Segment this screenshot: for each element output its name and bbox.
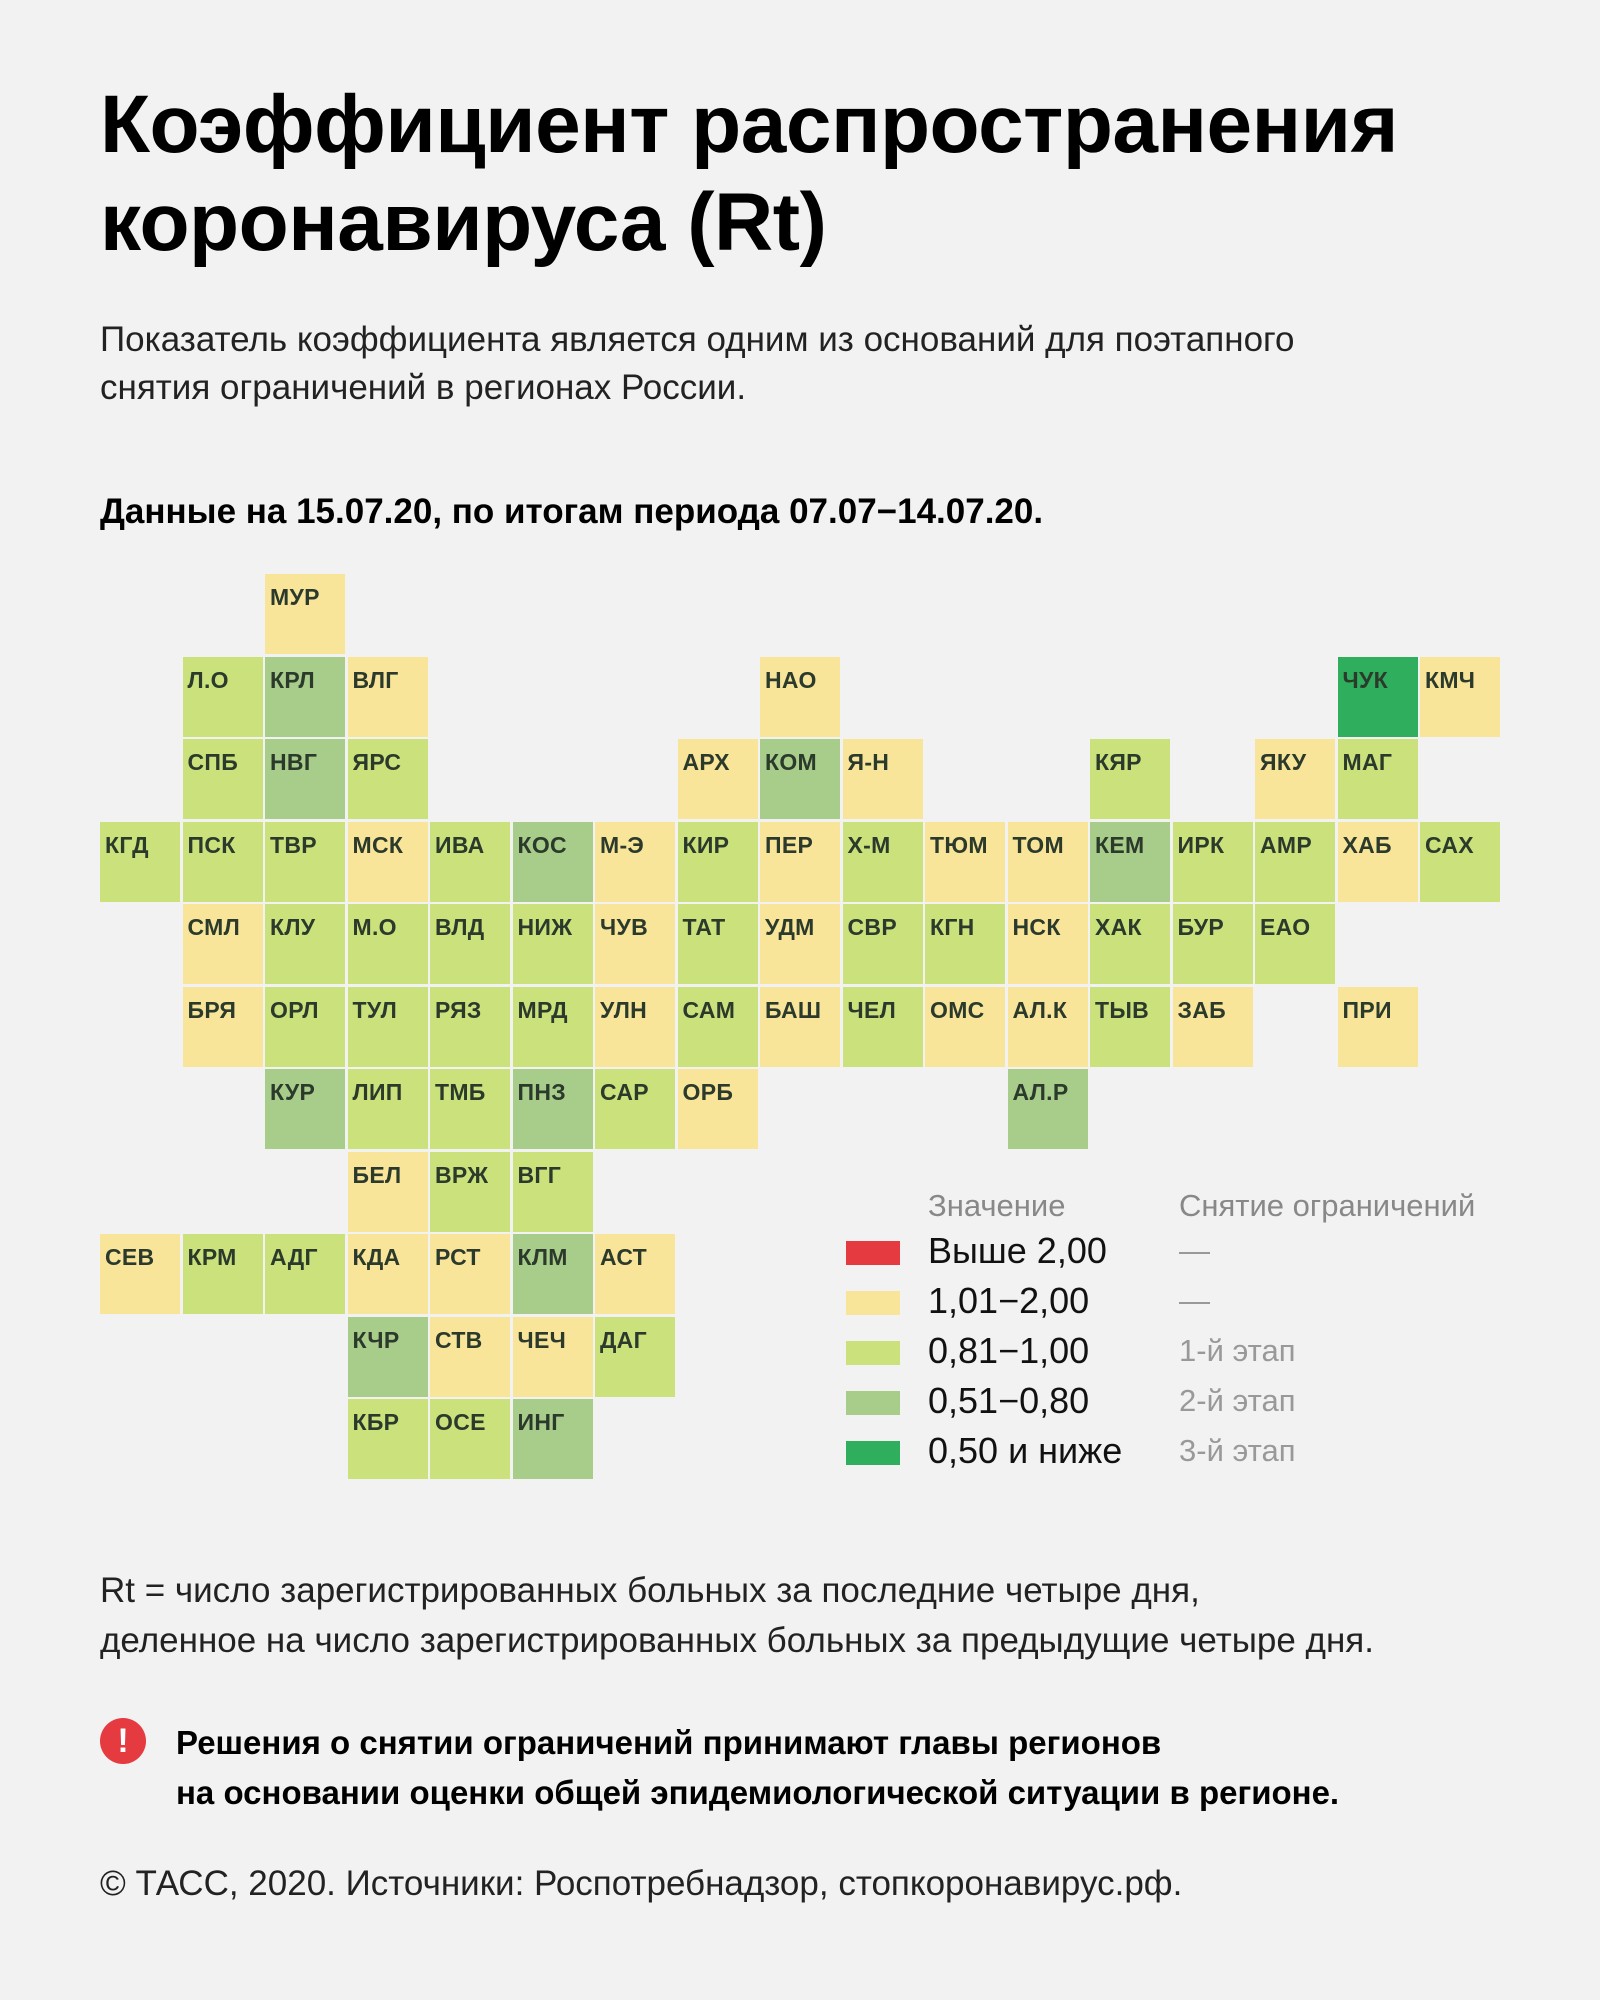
region-tile bbox=[430, 1069, 510, 1149]
region-code: Х-М bbox=[847, 831, 891, 858]
region-code: НСК bbox=[1012, 914, 1061, 940]
region-tile bbox=[348, 1317, 428, 1397]
region-tile bbox=[1255, 904, 1335, 984]
region-code: ЧУК bbox=[1342, 666, 1388, 693]
region-tile bbox=[513, 1399, 593, 1479]
region-tile bbox=[925, 822, 1005, 902]
region-code: МАГ bbox=[1342, 749, 1393, 775]
formula-line-1: Rt = число зарегистрированных больных за последние четыре дня, bbox=[100, 1571, 1200, 1610]
region-tile bbox=[265, 1069, 345, 1149]
legend-value: 0,50 и ниже bbox=[928, 1430, 1123, 1471]
region-code: ОСЕ bbox=[435, 1409, 486, 1435]
region-code: РСТ bbox=[435, 1244, 481, 1270]
legend-swatch bbox=[846, 1241, 900, 1265]
region-tile bbox=[183, 822, 263, 902]
region-tile bbox=[348, 1152, 428, 1232]
legend-stage: 3-й этап bbox=[1179, 1433, 1296, 1468]
region-tile bbox=[1338, 987, 1418, 1067]
region-code: САМ bbox=[682, 996, 736, 1023]
region-code: КДА bbox=[352, 1244, 401, 1270]
region-tile bbox=[430, 1399, 510, 1479]
legend-row bbox=[846, 1226, 1546, 1276]
region-tile bbox=[183, 904, 263, 984]
region-code: МРД bbox=[517, 996, 568, 1023]
subtitle-line-1: Показатель коэффициента является одним из оснований для поэтапного bbox=[100, 320, 1295, 359]
region-code: ХАК bbox=[1095, 914, 1142, 940]
region-code: ИВА bbox=[435, 831, 485, 858]
region-tile bbox=[843, 739, 923, 819]
legend-swatch bbox=[846, 1291, 900, 1315]
page-title-line-1: Коэффициент распространения bbox=[100, 79, 1398, 170]
region-code: САХ bbox=[1425, 831, 1474, 858]
region-tile bbox=[183, 1234, 263, 1314]
region-tile bbox=[513, 822, 593, 902]
note-line-2: на основании оценки общей эпидемиологической ситуации в регионе. bbox=[176, 1774, 1340, 1811]
legend-value: 1,01−2,00 bbox=[928, 1280, 1090, 1321]
region-code: ТЮМ bbox=[930, 831, 988, 858]
formula-text bbox=[100, 1566, 1560, 1666]
region-code: СЕВ bbox=[105, 1244, 155, 1270]
region-tile bbox=[1255, 739, 1335, 819]
region-tile bbox=[1008, 987, 1088, 1067]
region-tile bbox=[678, 1069, 758, 1149]
formula-line-2: деленное на число зарегистрированных больных за предыдущие четыре дня. bbox=[100, 1621, 1374, 1660]
region-code: СВР bbox=[847, 914, 897, 940]
region-code: Л.О bbox=[187, 666, 229, 693]
region-tile bbox=[348, 904, 428, 984]
region-code: АРХ bbox=[682, 749, 730, 775]
region-code: КЛМ bbox=[517, 1244, 568, 1270]
legend-swatch bbox=[846, 1441, 900, 1465]
region-code: М.О bbox=[352, 914, 397, 940]
region-tile bbox=[183, 657, 263, 737]
region-tile bbox=[843, 987, 923, 1067]
region-code: УДМ bbox=[765, 914, 815, 940]
legend-row bbox=[846, 1426, 1546, 1476]
region-tile bbox=[843, 904, 923, 984]
region-tile bbox=[265, 574, 345, 654]
region-code: КЛУ bbox=[270, 914, 316, 940]
region-tile bbox=[760, 657, 840, 737]
region-tile bbox=[1090, 822, 1170, 902]
region-tile bbox=[1338, 822, 1418, 902]
region-tile bbox=[1173, 904, 1253, 984]
region-code: АЛ.К bbox=[1012, 996, 1068, 1023]
region-code: КЧР bbox=[352, 1326, 400, 1353]
region-tile bbox=[595, 904, 675, 984]
region-code: АСТ bbox=[600, 1244, 648, 1270]
region-code: ВГГ bbox=[517, 1161, 562, 1188]
region-tile bbox=[100, 822, 180, 902]
region-tile bbox=[348, 657, 428, 737]
region-code: КГН bbox=[930, 914, 975, 940]
legend-value: Выше 2,00 bbox=[928, 1230, 1107, 1271]
region-code: РЯЗ bbox=[435, 996, 482, 1023]
region-code: СПБ bbox=[187, 749, 239, 775]
region-tile bbox=[100, 1234, 180, 1314]
region-tile bbox=[1338, 739, 1418, 819]
legend-stage: — bbox=[1179, 1283, 1210, 1318]
legend-stage: — bbox=[1179, 1233, 1210, 1268]
region-tile bbox=[513, 1069, 593, 1149]
region-tile bbox=[595, 822, 675, 902]
region-tile bbox=[1173, 987, 1253, 1067]
region-tile bbox=[760, 739, 840, 819]
region-tile bbox=[1338, 657, 1418, 737]
region-tile bbox=[843, 822, 923, 902]
region-code: БРЯ bbox=[187, 996, 237, 1023]
region-tile bbox=[430, 1234, 510, 1314]
region-tile bbox=[595, 1234, 675, 1314]
region-tile bbox=[1420, 822, 1500, 902]
region-tile bbox=[678, 822, 758, 902]
region-code: ПСК bbox=[187, 831, 236, 858]
region-tile bbox=[348, 1234, 428, 1314]
region-code: ЧЕЧ bbox=[517, 1326, 567, 1353]
region-code: МУР bbox=[270, 584, 320, 610]
region-tile bbox=[513, 904, 593, 984]
region-code: ОМС bbox=[930, 996, 985, 1023]
legend-swatch bbox=[846, 1391, 900, 1415]
region-tile bbox=[265, 904, 345, 984]
region-code: КУР bbox=[270, 1079, 316, 1105]
region-code: ТВР bbox=[270, 831, 317, 858]
region-tile bbox=[430, 1152, 510, 1232]
region-tile bbox=[1255, 822, 1335, 902]
region-tile bbox=[430, 1317, 510, 1397]
exclamation-icon: ! bbox=[100, 1718, 146, 1764]
region-code: ЕАО bbox=[1260, 914, 1311, 940]
region-code: ХАБ bbox=[1342, 831, 1392, 858]
region-tile bbox=[265, 822, 345, 902]
region-tile bbox=[348, 822, 428, 902]
region-code: ИНГ bbox=[517, 1409, 565, 1435]
region-code: ВЛГ bbox=[352, 666, 399, 693]
region-tile bbox=[348, 987, 428, 1067]
region-code: ИРК bbox=[1177, 831, 1225, 858]
region-code: ТМБ bbox=[435, 1079, 486, 1105]
region-code: МСК bbox=[352, 831, 404, 858]
region-tile bbox=[595, 987, 675, 1067]
region-tile bbox=[595, 1069, 675, 1149]
region-code: АЛ.Р bbox=[1012, 1079, 1069, 1105]
region-tile bbox=[348, 1069, 428, 1149]
region-code: ОРБ bbox=[682, 1079, 734, 1105]
region-code: ЧУВ bbox=[600, 914, 648, 940]
region-code: КОС bbox=[517, 831, 567, 858]
region-code: ЯКУ bbox=[1260, 749, 1307, 775]
region-code: КМЧ bbox=[1425, 666, 1476, 693]
region-tile bbox=[760, 822, 840, 902]
region-tile bbox=[1090, 739, 1170, 819]
note-line-1: Решения о снятии ограничений принимают главы регионов bbox=[176, 1724, 1162, 1761]
region-code: ЧЕЛ bbox=[847, 996, 897, 1023]
region-code: КРМ bbox=[187, 1244, 237, 1270]
region-tile bbox=[1090, 904, 1170, 984]
region-code: АМР bbox=[1260, 831, 1313, 858]
region-tile bbox=[265, 657, 345, 737]
region-tile bbox=[1008, 822, 1088, 902]
region-tile bbox=[265, 739, 345, 819]
footer-source: © ТАСС, 2020. Источники: Роспотребнадзор, стопкоронавирус.рф. bbox=[100, 1864, 1183, 1903]
region-tile bbox=[678, 739, 758, 819]
legend-header-stage: Снятие ограничений bbox=[1179, 1188, 1476, 1223]
region-tile bbox=[1008, 1069, 1088, 1149]
region-code: БУР bbox=[1177, 914, 1225, 940]
region-code: ДАГ bbox=[600, 1326, 647, 1353]
region-code: АДГ bbox=[270, 1244, 318, 1270]
region-tile bbox=[595, 1317, 675, 1397]
region-tile bbox=[760, 987, 840, 1067]
region-code: НАО bbox=[765, 666, 817, 693]
legend-stage: 2-й этап bbox=[1179, 1383, 1296, 1418]
page-title-line-2: коронавируса (Rt) bbox=[100, 177, 827, 268]
region-tile bbox=[430, 822, 510, 902]
legend-value: 0,81−1,00 bbox=[928, 1330, 1090, 1371]
region-tile bbox=[1173, 822, 1253, 902]
region-code: БАШ bbox=[765, 996, 822, 1023]
region-code: ПЕР bbox=[765, 831, 814, 858]
region-tile bbox=[430, 987, 510, 1067]
restrictions-note bbox=[176, 1718, 1576, 1818]
region-code: НВГ bbox=[270, 749, 318, 775]
region-code: ПНЗ bbox=[517, 1079, 566, 1105]
subtitle-line-2: снятия ограничений в регионах России. bbox=[100, 368, 747, 407]
region-code: КРЛ bbox=[270, 666, 315, 693]
region-code: НИЖ bbox=[517, 914, 573, 940]
region-code: М-Э bbox=[600, 831, 645, 858]
region-code: ЗАБ bbox=[1177, 996, 1226, 1023]
data-date-line: Данные на 15.07.20, по итогам периода 07.07−14.07.20. bbox=[100, 492, 1044, 531]
region-code: САР bbox=[600, 1079, 649, 1105]
region-code: СМЛ bbox=[187, 914, 241, 940]
region-code: КОМ bbox=[765, 749, 817, 775]
region-tile bbox=[183, 987, 263, 1067]
region-tile bbox=[1008, 904, 1088, 984]
region-code: КЯР bbox=[1095, 749, 1142, 775]
region-code: ВРЖ bbox=[435, 1161, 489, 1188]
region-tile bbox=[183, 739, 263, 819]
legend-row bbox=[846, 1376, 1546, 1426]
region-tile bbox=[348, 739, 428, 819]
region-tile bbox=[513, 1317, 593, 1397]
region-code: ОРЛ bbox=[270, 996, 319, 1023]
region-code: ТОМ bbox=[1012, 831, 1064, 858]
region-code: КЕМ bbox=[1095, 831, 1145, 858]
region-code: УЛН bbox=[600, 996, 648, 1023]
legend-value: 0,51−0,80 bbox=[928, 1380, 1090, 1421]
region-tile bbox=[925, 904, 1005, 984]
region-tile bbox=[513, 1152, 593, 1232]
legend-header-value: Значение bbox=[928, 1188, 1066, 1223]
region-tile bbox=[1420, 657, 1500, 737]
region-tile bbox=[265, 1234, 345, 1314]
region-tile bbox=[513, 987, 593, 1067]
region-code: КИР bbox=[682, 831, 730, 858]
region-code: ЛИП bbox=[352, 1079, 403, 1105]
legend-stage: 1-й этап bbox=[1179, 1333, 1296, 1368]
region-code: КГД bbox=[105, 831, 149, 858]
region-code: Я-Н bbox=[847, 749, 890, 775]
region-tile bbox=[760, 904, 840, 984]
region-code: СТВ bbox=[435, 1326, 483, 1353]
region-tile bbox=[265, 987, 345, 1067]
region-tile bbox=[678, 987, 758, 1067]
region-code: ПРИ bbox=[1342, 996, 1392, 1023]
region-tile bbox=[1090, 987, 1170, 1067]
region-code: ВЛД bbox=[435, 914, 485, 940]
region-code: ТУЛ bbox=[352, 996, 398, 1023]
legend bbox=[846, 1186, 1546, 1486]
region-code: ТЫВ bbox=[1095, 996, 1150, 1023]
region-tile bbox=[430, 904, 510, 984]
region-tile bbox=[513, 1234, 593, 1314]
region-code: ЯРС bbox=[352, 749, 402, 775]
legend-row bbox=[846, 1326, 1546, 1376]
region-code: БЕЛ bbox=[352, 1161, 402, 1188]
legend-row bbox=[846, 1276, 1546, 1326]
region-tile bbox=[348, 1399, 428, 1479]
region-code: КБР bbox=[352, 1409, 400, 1435]
legend-swatch bbox=[846, 1341, 900, 1365]
region-tile bbox=[925, 987, 1005, 1067]
region-code: ТАТ bbox=[682, 914, 726, 940]
region-tile bbox=[678, 904, 758, 984]
